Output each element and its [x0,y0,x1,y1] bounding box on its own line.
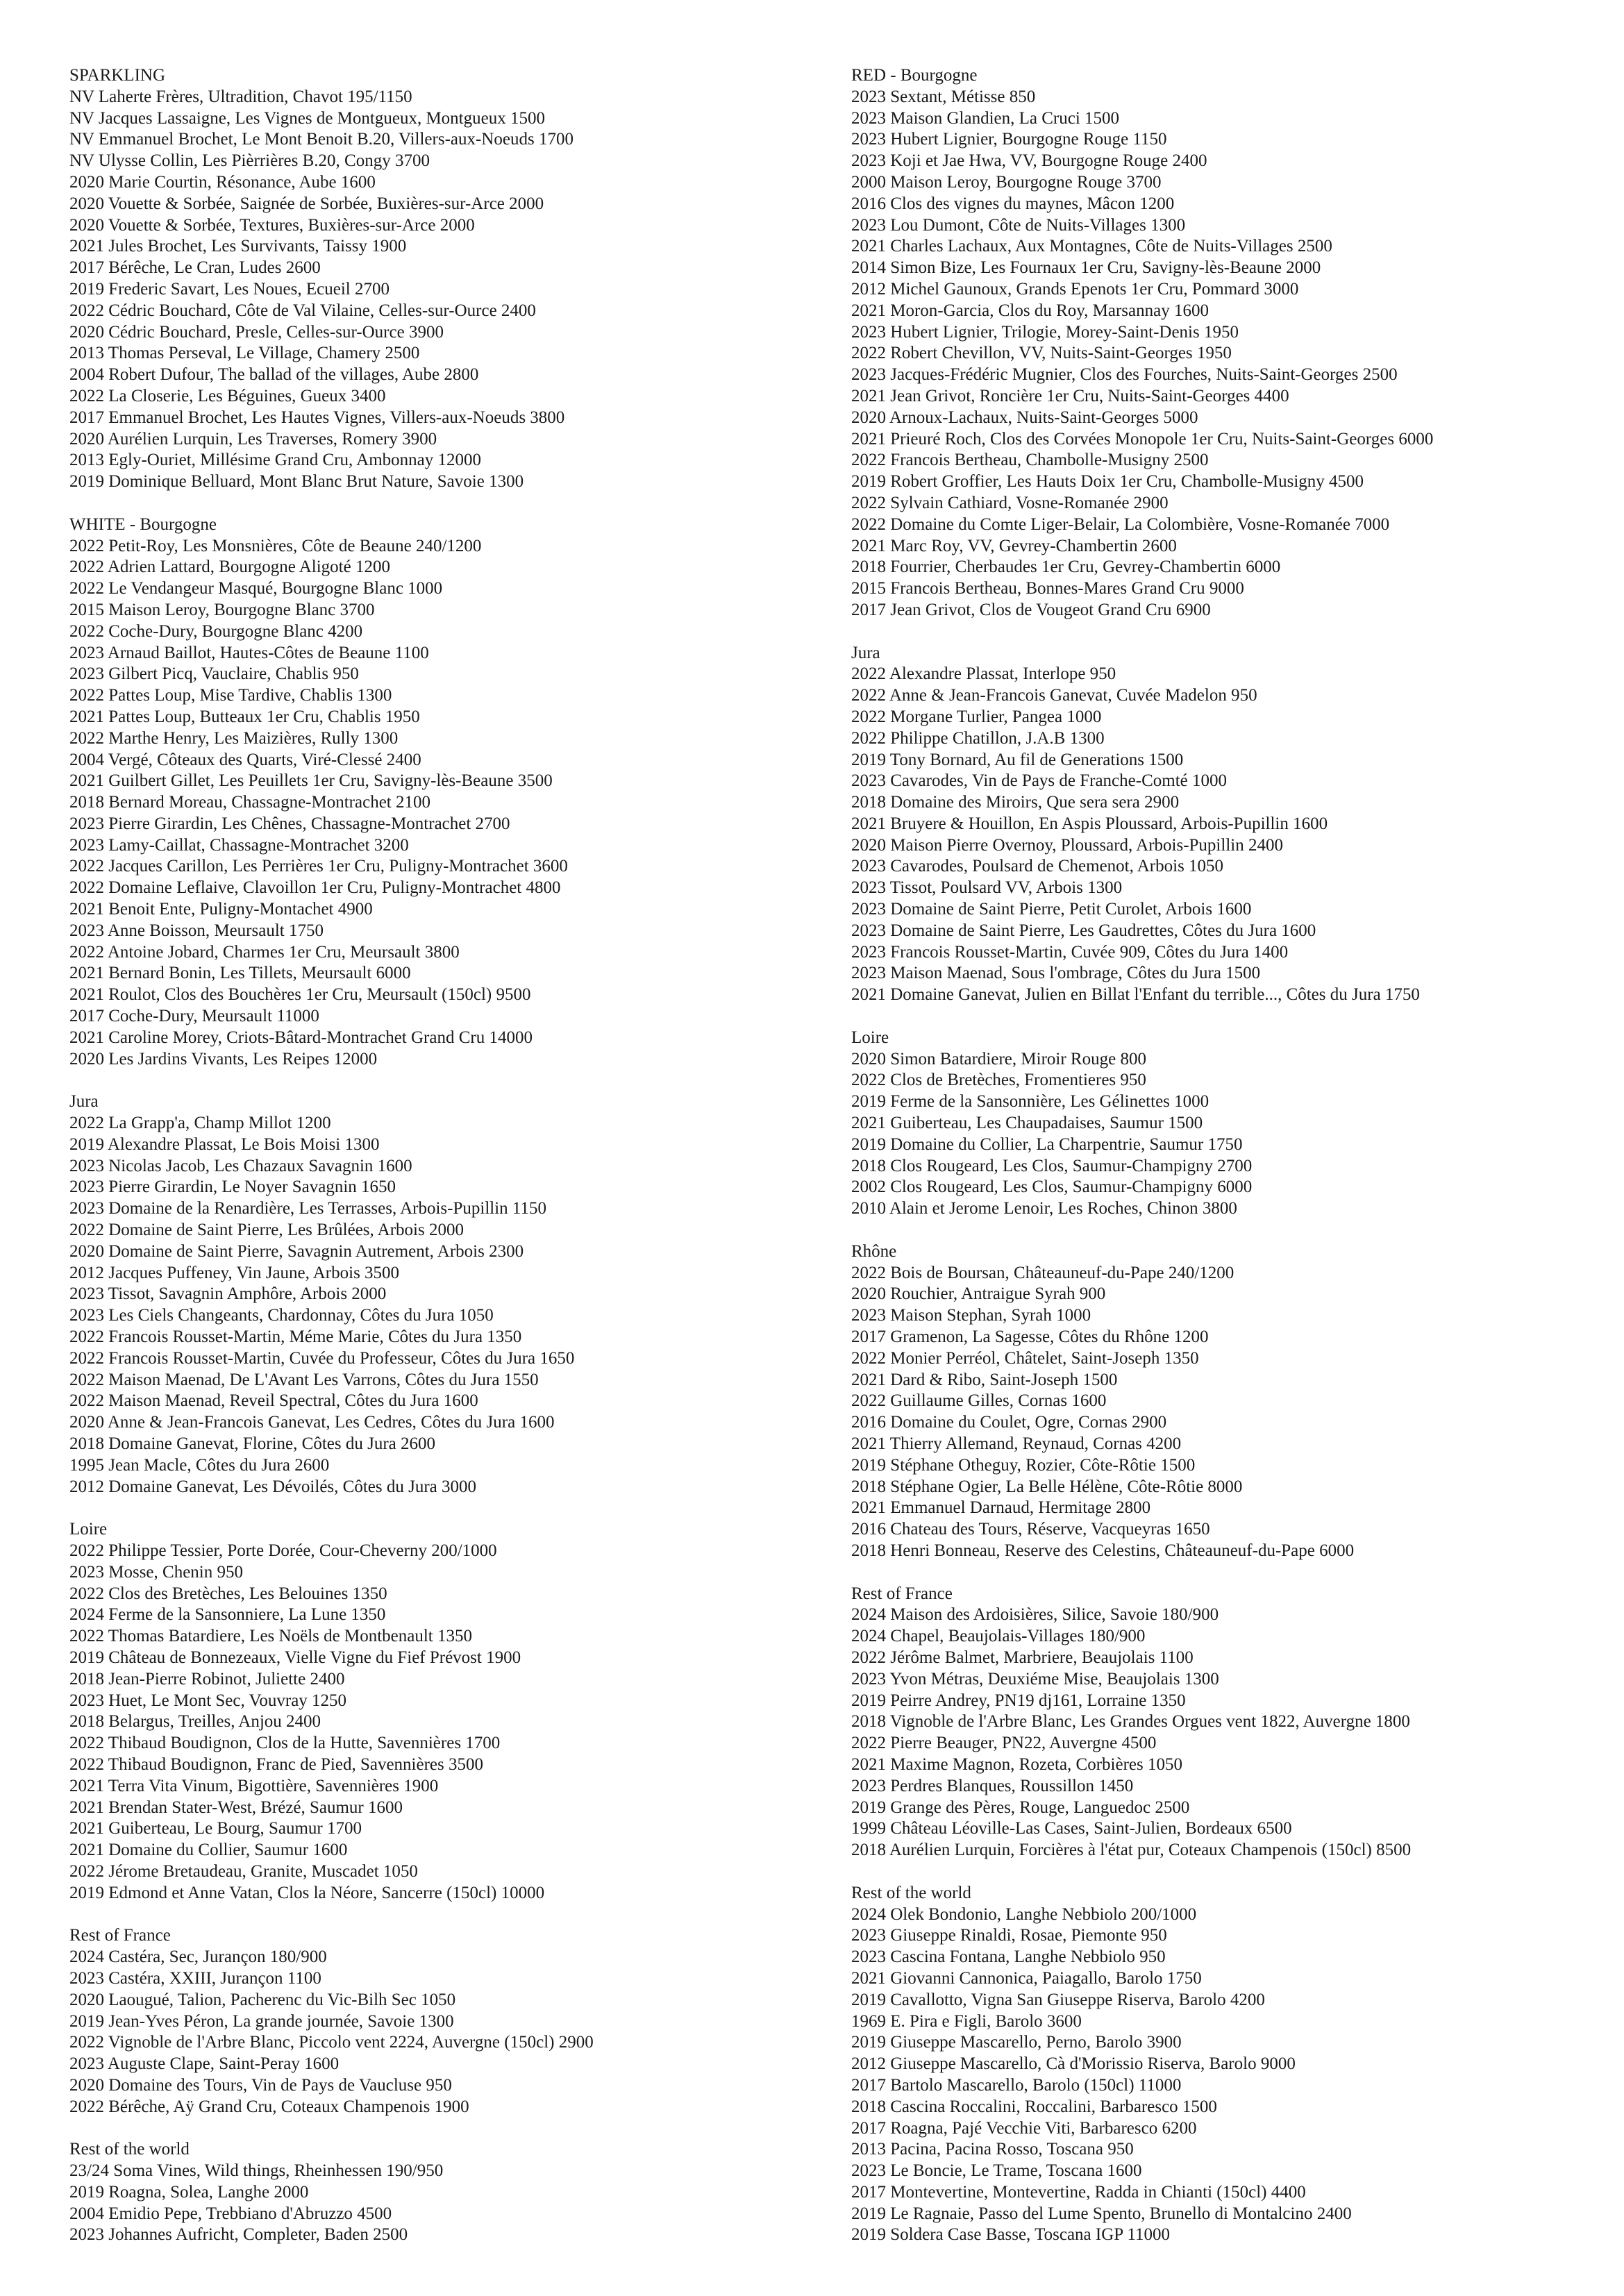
wine-item: 2021 Roulot, Clos des Bouchères 1er Cru, Meursault (150cl) 9500 [69,985,531,1005]
wine-item: 2018 Aurélien Lurquin, Forcières à l'état pur, Coteaux Champenois (150cl) 8500 [851,1841,1412,1860]
wine-item: NV Emmanuel Brochet, Le Mont Benoit B.20, Villers-aux-Noeuds 1700 [69,130,574,149]
section-loire [69,1519,833,1904]
section-title: Rest of the world [69,2140,190,2159]
wine-item: 2022 Anne & Jean-Francois Ganevat, Cuvée Madelon 950 [851,686,1257,705]
wine-item: 2022 Coche-Dury, Bourgogne Blanc 4200 [69,621,363,641]
wine-item: 2021 Pattes Loup, Butteaux 1er Cru, Chablis 1950 [69,707,420,726]
wine-item: 2019 Roagna, Solea, Langhe 2000 [69,2182,309,2202]
wine-item: 2018 Domaine des Miroirs, Que sera sera 2900 [851,793,1180,812]
wine-item: 2022 Jérôme Balmet, Marbriere, Beaujolais 1100 [851,1648,1194,1667]
wine-item: 2019 Peirre Andrey, PN19 dj161, Lorraine 1350 [851,1691,1186,1710]
wine-item: 2021 Domaine Ganevat, Julien en Billat l'Enfant du terrible..., Côtes du Jura 1750 [851,985,1420,1005]
wine-item: 2023 Domaine de Saint Pierre, Petit Curolet, Arbois 1600 [851,900,1252,919]
wine-item: 2023 Castéra, XXIII, Jurançon 1100 [69,1968,321,1988]
wine-item: 2022 Francois Rousset-Martin, Cuvée du Professeur, Côtes du Jura 1650 [69,1348,575,1368]
wine-item: 2021 Guiberteau, Les Chaupadaises, Saumur 1500 [851,1114,1203,1133]
wine-item: 2024 Castéra, Sec, Jurançon 180/900 [69,1947,327,1967]
wine-item: 2018 Cascina Roccalini, Roccalini, Barbaresco 1500 [851,2097,1217,2116]
wine-item: 2023 Arnaud Baillot, Hautes-Côtes de Beaune 1100 [69,643,429,662]
wine-item: 2019 Soldera Case Basse, Toscana IGP 11000 [851,2225,1171,2245]
wine-item: 2019 Jean-Yves Péron, La grande journée, Savoie 1300 [69,2011,454,2031]
wine-item: 2024 Chapel, Beaujolais-Villages 180/900 [851,1627,1146,1646]
wine-item: 2022 Morgane Turlier, Pangea 1000 [851,707,1102,726]
wine-item: 2023 Yvon Métras, Deuxiéme Mise, Beaujolais 1300 [851,1669,1219,1689]
wine-item: 2020 Rouchier, Antraigue Syrah 900 [851,1284,1106,1304]
wine-item: 2024 Ferme de la Sansonniere, La Lune 1350 [69,1605,386,1625]
wine-item: 2013 Thomas Perseval, Le Village, Chamery 2500 [69,344,420,363]
wine-item: 2021 Jules Brochet, Les Survivants, Taissy 1900 [69,237,407,256]
right-column [851,65,1615,2268]
wine-item: 2021 Caroline Morey, Criots-Bâtard-Montrachet Grand Cru 14000 [69,1028,533,1047]
wine-item: 2018 Fourrier, Cherbaudes 1er Cru, Gevrey-Chambertin 6000 [851,558,1281,577]
wine-item: 2022 Domaine du Comte Liger-Belair, La Colombière, Vosne-Romanée 7000 [851,514,1390,534]
wine-item: 2022 Jérome Bretaudeau, Granite, Muscadet 1050 [69,1861,418,1881]
wine-item: 2019 Domaine du Collier, La Charpentrie, Saumur 1750 [851,1134,1243,1154]
wine-item: 2019 Robert Groffier, Les Hauts Doix 1er Cru, Chambolle-Musigny 4500 [851,472,1364,492]
wine-item: 2021 Charles Lachaux, Aux Montagnes, Côte de Nuits-Villages 2500 [851,237,1332,256]
wine-item: 2024 Maison des Ardoisières, Silice, Savoie 180/900 [851,1605,1219,1625]
section-title: Jura [851,643,880,662]
wine-item: 2023 Les Ciels Changeants, Chardonnay, Côtes du Jura 1050 [69,1306,494,1325]
wine-item: 2021 Guilbert Gillet, Les Peuillets 1er Cru, Savigny-lès-Beaune 3500 [69,771,553,791]
wine-item: 2016 Clos des vignes du maynes, Mâcon 1200 [851,194,1175,213]
wine-item: 2021 Guiberteau, Le Bourg, Saumur 1700 [69,1819,362,1838]
wine-item: 2022 Cédric Bouchard, Côte de Val Vilaine, Celles-sur-Ource 2400 [69,301,536,320]
wine-item: 1999 Château Léoville-Las Cases, Saint-Julien, Bordeaux 6500 [851,1819,1292,1838]
section-rest-of-france [851,1584,1615,1861]
wine-item: 2010 Alain et Jerome Lenoir, Les Roches, Chinon 3800 [851,1199,1237,1218]
wine-item: 2023 Mosse, Chenin 950 [69,1562,243,1582]
wine-item: 2021 Benoit Ente, Puligny-Montachet 4900 [69,900,373,919]
wine-item: 2018 Jean-Pierre Robinot, Juliette 2400 [69,1669,345,1689]
wine-item: 2022 Philippe Chatillon, J.A.B 1300 [851,728,1105,748]
wine-item: 2023 Maison Stephan, Syrah 1000 [851,1306,1091,1325]
wine-item: 2023 Le Boncie, Le Trame, Toscana 1600 [851,2161,1142,2181]
wine-item: 2018 Henri Bonneau, Reserve des Celestins, Châteauneuf-du-Pape 6000 [851,1541,1355,1560]
wine-item: 2021 Brendan Stater-West, Brézé, Saumur 1600 [69,1798,403,1817]
wine-item: NV Jacques Lassaigne, Les Vignes de Montgueux, Montgueux 1500 [69,108,545,128]
wine-item: 2019 Giuseppe Mascarello, Perno, Barolo 3900 [851,2033,1182,2052]
wine-item: 2023 Perdres Blanques, Roussillon 1450 [851,1776,1134,1795]
wine-item: 2018 Domaine Ganevat, Florine, Côtes du Jura 2600 [69,1434,435,1453]
wine-item: 2017 Jean Grivot, Clos de Vougeot Grand Cru 6900 [851,600,1211,619]
wine-item: 2023 Hubert Lignier, Trilogie, Morey-Saint-Denis 1950 [851,322,1239,342]
wine-item: 2018 Stéphane Ogier, La Belle Hélène, Côte-Rôtie 8000 [851,1477,1243,1496]
wine-item: 2004 Emidio Pepe, Trebbiano d'Abruzzo 4500 [69,2204,392,2223]
wine-item: 2021 Bernard Bonin, Les Tillets, Meursault 6000 [69,964,411,983]
wine-item: 2016 Chateau des Tours, Réserve, Vacqueyras 1650 [851,1520,1210,1539]
wine-item: 2022 Jacques Carillon, Les Perrières 1er Cru, Puligny-Montrachet 3600 [69,857,568,876]
wine-item: 2020 Les Jardins Vivants, Les Reipes 12000 [69,1049,378,1069]
wine-item: 2012 Jacques Puffeney, Vin Jaune, Arbois 3500 [69,1263,400,1282]
wine-item: 2019 Château de Bonnezeaux, Vielle Vigne du Fief Prévost 1900 [69,1648,521,1667]
section-title: Rest of the world [851,1883,971,1902]
wine-item: 2022 Clos de Bretèches, Fromentieres 950 [851,1071,1146,1090]
wine-item: 2021 Emmanuel Darnaud, Hermitage 2800 [851,1498,1151,1518]
wine-item: 2020 Laougué, Talion, Pacherenc du Vic-Bilh Sec 1050 [69,1990,456,2009]
wine-item: 2023 Lamy-Caillat, Chassagne-Montrachet 3200 [69,835,409,855]
wine-item: 2023 Domaine de la Renardière, Les Terrasses, Arbois-Pupillin 1150 [69,1199,546,1218]
wine-item: 2017 Gramenon, La Sagesse, Côtes du Rhône 1200 [851,1327,1209,1347]
wine-item: 2012 Giuseppe Mascarello, Cà d'Morissio Riserva, Barolo 9000 [851,2054,1296,2074]
wine-item: 2022 Petit-Roy, Les Monsnières, Côte de Beaune 240/1200 [69,536,482,555]
section-title: WHITE - Bourgogne [69,514,217,534]
wine-item: 2020 Arnoux-Lachaux, Nuits-Saint-Georges 5000 [851,408,1198,427]
section-rest-of-the-world [851,1883,1615,2247]
wine-item: 2022 La Closerie, Les Béguines, Gueux 3400 [69,386,386,405]
wine-item: 2016 Domaine du Coulet, Ogre, Cornas 2900 [851,1413,1167,1432]
wine-item: 2022 Thomas Batardiere, Les Noëls de Montbenault 1350 [69,1627,472,1646]
wine-item: 2022 Pierre Beauger, PN22, Auvergne 4500 [851,1734,1157,1753]
section-title: Rhône [851,1241,897,1261]
wine-item: 2022 Francois Rousset-Martin, Méme Marie, Côtes du Jura 1350 [69,1327,522,1347]
wine-item: 2023 Maison Glandien, La Cruci 1500 [851,108,1120,128]
wine-item: 2021 Marc Roy, VV, Gevrey-Chambertin 2600 [851,536,1177,555]
wine-item: 2021 Moron-Garcia, Clos du Roy, Marsannay 1600 [851,301,1209,320]
wine-item: 2020 Anne & Jean-Francois Ganevat, Les Cedres, Côtes du Jura 1600 [69,1413,555,1432]
wine-item: 2017 Coche-Dury, Meursault 11000 [69,1007,319,1026]
wine-item: 2023 Pierre Girardin, Le Noyer Savagnin 1650 [69,1178,396,1197]
wine-item: 2017 Bartolo Mascarello, Barolo (150cl) 11000 [851,2075,1182,2095]
wine-item: 2022 Alexandre Plassat, Interlope 950 [851,664,1116,684]
wine-item: 2020 Marie Courtin, Résonance, Aube 1600 [69,172,376,192]
wine-item: 2004 Vergé, Côteaux des Quarts, Viré-Clessé 2400 [69,750,421,769]
wine-item: 1969 E. Pira e Figli, Barolo 3600 [851,2011,1082,2031]
wine-item: 2000 Maison Leroy, Bourgogne Rouge 3700 [851,172,1162,192]
wine-item: NV Laherte Frères, Ultradition, Chavot 195/1150 [69,87,412,106]
wine-item: 2023 Cascina Fontana, Langhe Nebbiolo 950 [851,1947,1166,1967]
wine-item: 2017 Montevertine, Montevertine, Radda in Chianti (150cl) 4400 [851,2182,1306,2202]
section-rh-ne [851,1241,1615,1562]
wine-item: 2019 Tony Bornard, Au fil de Generations 1500 [851,750,1184,769]
wine-item: 2020 Vouette & Sorbée, Saignée de Sorbée, Buxières-sur-Arce 2000 [69,194,544,213]
wine-item: 2023 Huet, Le Mont Sec, Vouvray 1250 [69,1691,347,1710]
section-title: Loire [851,1028,889,1047]
wine-item: 2020 Maison Pierre Overnoy, Ploussard, Arbois-Pupillin 2400 [851,835,1283,855]
wine-item: 2024 Olek Bondonio, Langhe Nebbiolo 200/1000 [851,1904,1197,1924]
wine-item: 2022 Francois Bertheau, Chambolle-Musigny 2500 [851,451,1209,470]
wine-item: 2020 Aurélien Lurquin, Les Traverses, Romery 3900 [69,429,437,449]
wine-item: 2021 Maxime Magnon, Rozeta, Corbières 1050 [851,1754,1182,1774]
wine-item: 2023 Sextant, Métisse 850 [851,87,1036,106]
wine-item: 2018 Vignoble de l'Arbre Blanc, Les Grandes Orgues vent 1822, Auvergne 1800 [851,1712,1410,1732]
wine-item: 2020 Domaine de Saint Pierre, Savagnin Autrement, Arbois 2300 [69,1241,524,1261]
section-title: Rest of France [851,1584,953,1603]
wine-item: 2014 Simon Bize, Les Fournaux 1er Cru, Savigny-lès-Beaune 2000 [851,258,1321,278]
wine-item: 2023 Pierre Girardin, Les Chênes, Chassagne-Montrachet 2700 [69,814,510,833]
section-rest-of-france [69,1925,833,2118]
wine-item: 2022 Bois de Boursan, Châteauneuf-du-Pape 240/1200 [851,1263,1234,1282]
wine-item: 2022 Sylvain Cathiard, Vosne-Romanée 2900 [851,493,1169,512]
section-title: SPARKLING [69,66,166,85]
wine-item: 2022 La Grapp'a, Champ Millot 1200 [69,1114,331,1133]
section-sparkling [69,65,833,493]
wine-item: 2019 Dominique Belluard, Mont Blanc Brut Nature, Savoie 1300 [69,472,524,492]
section-red-bourgogne [851,65,1615,621]
wine-item: 2012 Michel Gaunoux, Grands Epenots 1er Cru, Pommard 3000 [851,279,1299,299]
wine-item: 2022 Maison Maenad, Reveil Spectral, Côtes du Jura 1600 [69,1391,478,1411]
wine-item: 2013 Pacina, Pacina Rosso, Toscana 950 [851,2140,1134,2159]
wine-item: 2018 Clos Rougeard, Les Clos, Saumur-Champigny 2700 [851,1156,1253,1175]
wine-item: 2023 Cavarodes, Vin de Pays de Franche-Comté 1000 [851,771,1227,791]
wine-item: 2022 Maison Maenad, De L'Avant Les Varrons, Côtes du Jura 1550 [69,1370,539,1389]
wine-item: 2019 Stéphane Otheguy, Rozier, Côte-Rôtie 1500 [851,1455,1196,1475]
wine-item: NV Ulysse Collin, Les Pièrrières B.20, Congy 3700 [69,151,430,171]
wine-item: 2021 Bruyere & Houillon, En Aspis Ploussard, Arbois-Pupillin 1600 [851,814,1328,833]
wine-item: 2019 Frederic Savart, Les Noues, Ecueil 2700 [69,279,390,299]
wine-item: 2023 Cavarodes, Poulsard de Chemenot, Arbois 1050 [851,857,1224,876]
wine-item: 2023 Anne Boisson, Meursault 1750 [69,921,324,940]
wine-item: 2023 Maison Maenad, Sous l'ombrage, Côtes du Jura 1500 [851,964,1261,983]
wine-item: 2019 Edmond et Anne Vatan, Clos la Néore, Sancerre (150cl) 10000 [69,1883,545,1902]
wine-item: 2022 Domaine Leflaive, Clavoillon 1er Cru, Puligny-Montrachet 4800 [69,878,561,898]
wine-item: 2023 Jacques-Frédéric Mugnier, Clos des Fourches, Nuits-Saint-Georges 2500 [851,365,1398,385]
wine-item: 2019 Le Ragnaie, Passo del Lume Spento, Brunello di Montalcino 2400 [851,2204,1352,2223]
wine-item: 2004 Robert Dufour, The ballad of the villages, Aube 2800 [69,365,479,385]
wine-item: 2023 Domaine de Saint Pierre, Les Gaudrettes, Côtes du Jura 1600 [851,921,1316,940]
wine-item: 2022 Marthe Henry, Les Maizières, Rully 1300 [69,728,399,748]
wine-item: 2023 Johannes Aufricht, Completer, Baden 2500 [69,2225,408,2245]
wine-item: 2022 Thibaud Boudignon, Franc de Pied, Savennières 3500 [69,1754,483,1774]
wine-item: 2020 Vouette & Sorbée, Textures, Buxières-sur-Arce 2000 [69,215,475,235]
wine-item: 2019 Cavallotto, Vigna San Giuseppe Riserva, Barolo 4200 [851,1990,1265,2009]
wine-item: 23/24 Soma Vines, Wild things, Rheinhessen 190/950 [69,2161,444,2181]
wine-item: 2023 Koji et Jae Hwa, VV, Bourgogne Rouge 2400 [851,151,1207,171]
wine-item: 2021 Giovanni Cannonica, Paiagallo, Barolo 1750 [851,1968,1202,1988]
section-title: Jura [69,1092,99,1112]
wine-item: 2017 Emmanuel Brochet, Les Hautes Vignes, Villers-aux-Noeuds 3800 [69,408,565,427]
wine-item: 2021 Terra Vita Vinum, Bigottière, Savennières 1900 [69,1776,439,1795]
wine-item: 2002 Clos Rougeard, Les Clos, Saumur-Champigny 6000 [851,1178,1253,1197]
section-white-bourgogne [69,514,833,1071]
wine-item: 2020 Cédric Bouchard, Presle, Celles-sur-Ource 3900 [69,322,444,342]
wine-item: 2021 Jean Grivot, Roncière 1er Cru, Nuits-Saint-Georges 4400 [851,386,1289,405]
wine-item: 2018 Bernard Moreau, Chassagne-Montrachet 2100 [69,793,430,812]
wine-item: 1995 Jean Macle, Côtes du Jura 2600 [69,1455,330,1475]
wine-item: 2022 Robert Chevillon, VV, Nuits-Saint-Georges 1950 [851,344,1232,363]
wine-item: 2021 Prieuré Roch, Clos des Corvées Monopole 1er Cru, Nuits-Saint-Georges 6000 [851,429,1434,449]
wine-item: 2019 Grange des Pères, Rouge, Languedoc 2500 [851,1798,1190,1817]
wine-item: 2022 Adrien Lattard, Bourgogne Aligoté 1200 [69,558,390,577]
wine-item: 2022 Monier Perréol, Châtelet, Saint-Joseph 1350 [851,1348,1199,1368]
section-jura [851,643,1615,1007]
section-title: RED - Bourgogne [851,66,978,85]
section-rest-of-the-world [69,2139,833,2246]
wine-item: 2023 Auguste Clape, Saint-Peray 1600 [69,2054,340,2074]
wine-item: 2020 Domaine des Tours, Vin de Pays de Vaucluse 950 [69,2075,452,2095]
wine-item: 2022 Guillaume Gilles, Cornas 1600 [851,1391,1107,1411]
wine-item: 2023 Lou Dumont, Côte de Nuits-Villages 1300 [851,215,1186,235]
wine-item: 2023 Tissot, Savagnin Amphôre, Arbois 2000 [69,1284,387,1304]
section-title: Loire [69,1520,108,1539]
wine-item: 2020 Simon Batardiere, Miroir Rouge 800 [851,1049,1146,1069]
wine-item: 2015 Maison Leroy, Bourgogne Blanc 3700 [69,600,375,619]
wine-item: 2017 Bérêche, Le Cran, Ludes 2600 [69,258,321,278]
wine-item: 2017 Roagna, Pajé Vecchie Viti, Barbaresco 6200 [851,2118,1197,2138]
wine-item: 2019 Alexandre Plassat, Le Bois Moisi 1300 [69,1134,380,1154]
wine-item: 2022 Clos des Bretèches, Les Belouines 1350 [69,1584,387,1603]
section-title: Rest of France [69,1926,171,1945]
wine-item: 2023 Hubert Lignier, Bourgogne Rouge 1150 [851,130,1167,149]
wine-item: 2022 Philippe Tessier, Porte Dorée, Cour-Cheverny 200/1000 [69,1541,497,1560]
wine-item: 2015 Francois Bertheau, Bonnes-Mares Grand Cru 9000 [851,579,1244,598]
wine-item: 2013 Egly-Ouriet, Millésime Grand Cru, Ambonnay 12000 [69,451,481,470]
wine-item: 2019 Ferme de la Sansonnière, Les Gélinettes 1000 [851,1092,1209,1112]
wine-item: 2021 Thierry Allemand, Reynaud, Cornas 4200 [851,1434,1182,1453]
wine-item: 2022 Pattes Loup, Mise Tardive, Chablis 1300 [69,686,392,705]
wine-item: 2021 Domaine du Collier, Saumur 1600 [69,1841,348,1860]
wine-item: 2023 Gilbert Picq, Vauclaire, Chablis 950 [69,664,359,684]
wine-item: 2022 Thibaud Boudignon, Clos de la Hutte, Savennières 1700 [69,1734,501,1753]
wine-item: 2022 Le Vendangeur Masqué, Bourgogne Blanc 1000 [69,579,443,598]
wine-item: 2023 Tissot, Poulsard VV, Arbois 1300 [851,878,1123,898]
section-jura [69,1091,833,1498]
wine-item: 2022 Vignoble de l'Arbre Blanc, Piccolo vent 2224, Auvergne (150cl) 2900 [69,2033,594,2052]
wine-item: 2023 Francois Rousset-Martin, Cuvée 909, Côtes du Jura 1400 [851,942,1289,962]
wine-item: 2021 Dard & Ribo, Saint-Joseph 1500 [851,1370,1118,1389]
wine-item: 2022 Bérêche, Aÿ Grand Cru, Coteaux Champenois 1900 [69,2097,469,2116]
wine-item: 2018 Belargus, Treilles, Anjou 2400 [69,1712,321,1732]
wine-item: 2022 Antoine Jobard, Charmes 1er Cru, Meursault 3800 [69,942,460,962]
wine-item: 2023 Nicolas Jacob, Les Chazaux Savagnin 1600 [69,1156,412,1175]
left-column [69,65,833,2268]
wine-item: 2012 Domaine Ganevat, Les Dévoilés, Côtes du Jura 3000 [69,1477,476,1496]
wine-item: 2023 Giuseppe Rinaldi, Rosae, Piemonte 950 [851,1926,1167,1945]
section-loire [851,1028,1615,1220]
wine-item: 2022 Domaine de Saint Pierre, Les Brûlées, Arbois 2000 [69,1221,464,1240]
